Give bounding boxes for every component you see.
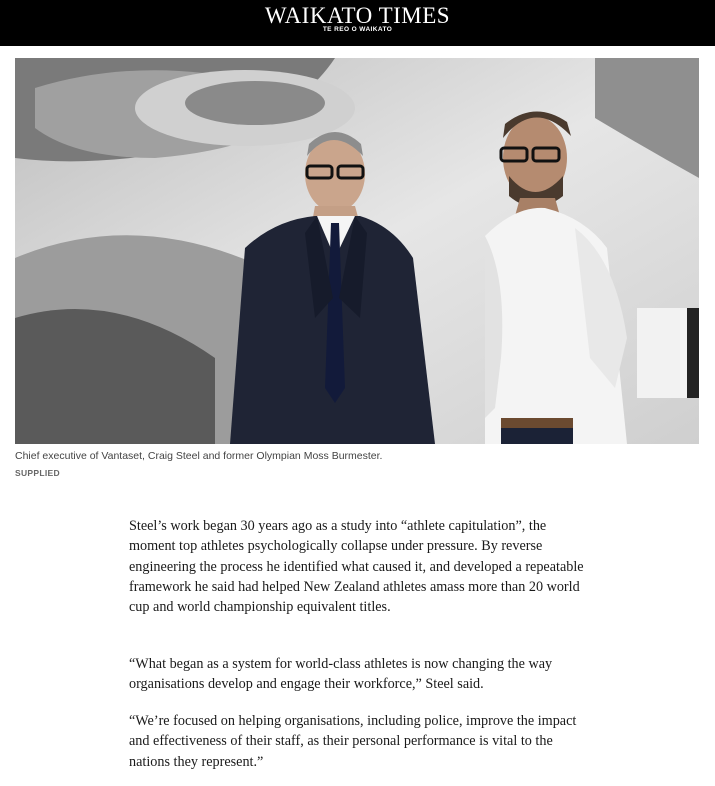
photo-caption: Chief executive of Vantaset, Craig Steel and former Olympian Moss Burmester. — [15, 450, 383, 462]
masthead — [0, 0, 715, 46]
article-paragraph: “What began as a system for world-class athletes is now changing the way organisations develop and engage their workforce,” Steel said. — [129, 656, 553, 693]
article-photo — [15, 58, 699, 444]
photo-credit: SUPPLIED — [15, 468, 60, 478]
photo-illustration — [15, 58, 699, 444]
article-paragraph: Steel’s work began 30 years ago as a study into “athlete capitulation”, the moment top athletes psychologically collapse under pressure. By reverse engineering the process he identified what caused it, and developed a repeatable framework he said had helped New Zealand athletes amass more than 20 world cup and world championship equivalent titles. — [129, 518, 584, 616]
masthead-logo[interactable]: WAIKATO TIMES — [264, 3, 451, 28]
masthead-subtitle: TE REO O WAIKATO — [322, 26, 393, 33]
article-paragraph: “We’re focused on helping organisations, including police, improve the impact and effectiveness of their staff, as their personal performance is vital to the nations they represent.” — [129, 713, 577, 770]
